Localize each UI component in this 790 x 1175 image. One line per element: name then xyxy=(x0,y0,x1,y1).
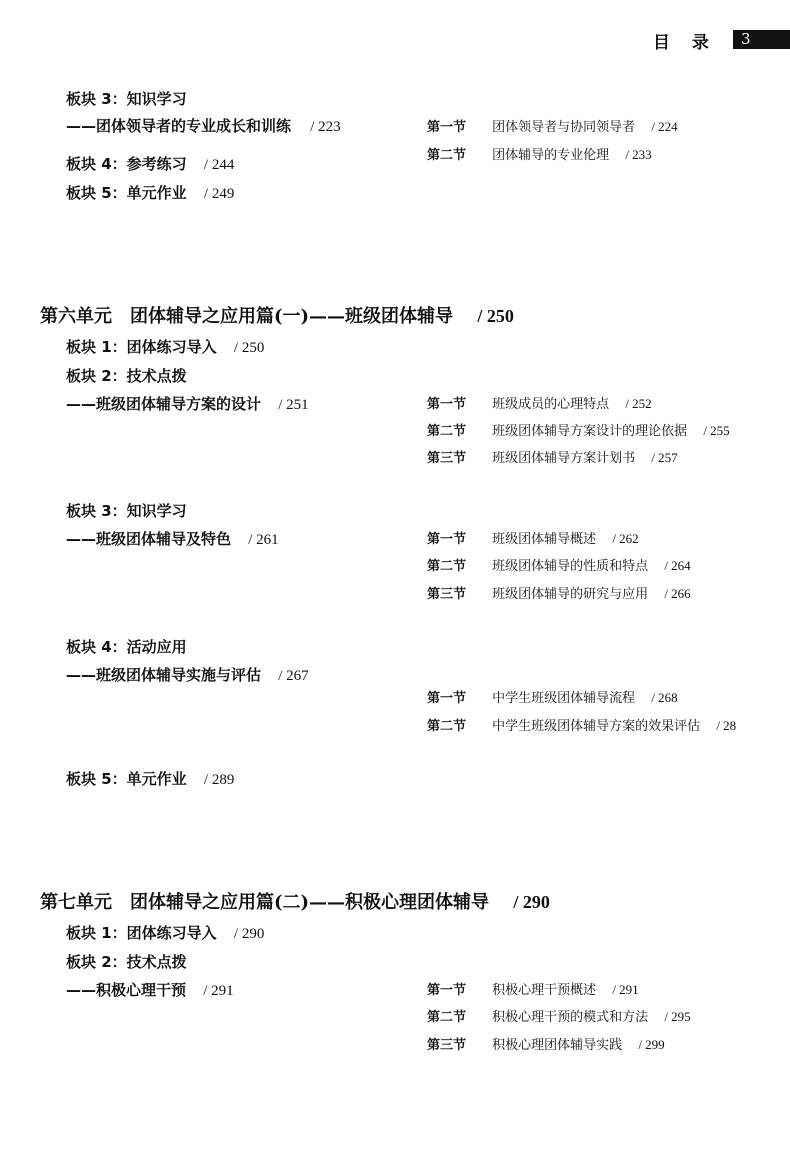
section-number: 第一节 xyxy=(427,983,467,998)
unit-heading[interactable] xyxy=(40,888,550,914)
toc-page-number: / 224 xyxy=(651,119,678,134)
toc-block-subtitle-text: ——团体领导者的专业成长和训练 xyxy=(66,117,292,135)
toc-page-number: / 223 xyxy=(310,119,341,135)
section-number: 第二节 xyxy=(427,559,467,574)
section-title: 中学生班级团体辅导方案的效果评估 xyxy=(492,719,701,734)
section-number: 第二节 xyxy=(427,148,467,163)
section-title: 班级团体辅导方案计划书 xyxy=(492,451,636,466)
toc-block-subtitle-text: ——积极心理干预 xyxy=(66,981,187,999)
section-title: 班级团体辅导概述 xyxy=(492,532,597,547)
toc-section-entry[interactable] xyxy=(427,1006,691,1025)
toc-block-label: 板块 4：活动应用 xyxy=(66,638,187,656)
toc-block-label: 板块 4：参考练习 xyxy=(66,155,187,173)
section-number: 第一节 xyxy=(427,120,467,135)
toc-block-subtitle[interactable] xyxy=(66,979,234,1000)
toc-section-entry[interactable] xyxy=(427,715,736,734)
toc-page-number: / 257 xyxy=(651,450,678,465)
toc-section-entry[interactable] xyxy=(427,528,639,547)
toc-page-number: / 290 xyxy=(233,926,265,942)
toc-block-subtitle[interactable] xyxy=(66,115,341,136)
toc-block-subtitle-text: ——班级团体辅导实施与评估 xyxy=(66,666,262,684)
toc-page-number: / 255 xyxy=(703,423,730,438)
toc-block-label: 板块 5：单元作业 xyxy=(66,770,187,788)
toc-page-number: / 266 xyxy=(664,586,691,601)
section-number: 第三节 xyxy=(427,587,467,602)
toc-block-subtitle-text: ——班级团体辅导及特色 xyxy=(66,530,232,548)
section-title: 团体辅导的专业伦理 xyxy=(492,148,610,163)
toc-block-label: 板块 5：单元作业 xyxy=(66,184,187,202)
section-number: 第二节 xyxy=(427,424,467,439)
toc-section-entry[interactable] xyxy=(427,1034,665,1053)
toc-page-number: / 249 xyxy=(203,186,235,202)
toc-page-number: / 28 xyxy=(716,718,737,733)
section-title: 中学生班级团体辅导流程 xyxy=(492,691,636,706)
toc-page-number: / 251 xyxy=(278,397,309,413)
toc-block-label: 板块 1：团体练习导入 xyxy=(66,338,217,356)
toc-block-label: 板块 3：知识学习 xyxy=(66,502,187,520)
toc-page-number: / 290 xyxy=(513,892,550,912)
section-number: 第一节 xyxy=(427,397,467,412)
toc-page-number: / 268 xyxy=(651,690,678,705)
section-title: 积极心理干预概述 xyxy=(492,983,597,998)
toc-section-entry[interactable] xyxy=(427,687,678,706)
section-number: 第一节 xyxy=(427,691,467,706)
section-title: 班级团体辅导的研究与应用 xyxy=(492,587,649,602)
toc-section-entry[interactable] xyxy=(427,447,678,466)
toc-block-entry[interactable] xyxy=(66,182,234,203)
unit-heading[interactable] xyxy=(40,302,514,328)
page-number-badge: 3 xyxy=(733,30,790,49)
section-number: 第二节 xyxy=(427,1010,467,1025)
toc-block-label: 板块 2：技术点拨 xyxy=(66,367,187,385)
section-number: 第一节 xyxy=(427,532,467,547)
section-number: 第二节 xyxy=(427,719,467,734)
toc-page-number: / 267 xyxy=(278,668,309,684)
toc-block-entry[interactable] xyxy=(66,922,264,943)
section-number: 第三节 xyxy=(427,451,467,466)
toc-section-entry[interactable] xyxy=(427,583,691,602)
toc-page-number: / 264 xyxy=(664,558,691,573)
toc-page-number: / 295 xyxy=(664,1009,691,1024)
section-title: 积极心理干预的模式和方法 xyxy=(492,1010,649,1025)
toc-block-subtitle[interactable] xyxy=(66,528,279,549)
toc-section-entry[interactable] xyxy=(427,420,730,439)
toc-block-label: 板块 3：知识学习 xyxy=(66,90,187,108)
header-title: 目 录 xyxy=(653,33,717,53)
section-title: 积极心理团体辅导实践 xyxy=(492,1038,623,1053)
unit-title: 第七单元 团体辅导之应用篇(二)——积极心理团体辅导 xyxy=(40,892,490,913)
toc-block-subtitle[interactable] xyxy=(66,393,309,414)
toc-page-number: / 262 xyxy=(612,531,639,546)
toc-section-entry[interactable] xyxy=(427,116,678,135)
toc-page-number: / 289 xyxy=(203,772,235,788)
section-number: 第三节 xyxy=(427,1038,467,1053)
toc-block-subtitle-text: ——班级团体辅导方案的设计 xyxy=(66,395,262,413)
toc-section-entry[interactable] xyxy=(427,555,691,574)
toc-section-entry[interactable] xyxy=(427,979,639,998)
toc-block-entry[interactable] xyxy=(66,153,234,174)
toc-page-number: / 250 xyxy=(233,340,265,356)
toc-page-number: / 261 xyxy=(248,532,279,548)
toc-block-label: 板块 1：团体练习导入 xyxy=(66,924,217,942)
toc-page-number: / 291 xyxy=(203,983,234,999)
toc-page-number: / 250 xyxy=(477,306,514,326)
toc-page-number: / 244 xyxy=(203,157,235,173)
toc-page-number: / 233 xyxy=(625,147,652,162)
section-title: 团体领导者与协同领导者 xyxy=(492,120,636,135)
toc-block-entry[interactable] xyxy=(66,336,264,357)
toc-page-number: / 252 xyxy=(625,396,652,411)
toc-block-label: 板块 2：技术点拨 xyxy=(66,953,187,971)
toc-block-subtitle[interactable] xyxy=(66,664,309,685)
toc-page-number: / 291 xyxy=(612,982,639,997)
toc-page-number: / 299 xyxy=(638,1037,665,1052)
toc-block-entry[interactable] xyxy=(66,768,234,789)
section-title: 班级团体辅导的性质和特点 xyxy=(492,559,649,574)
unit-title: 第六单元 团体辅导之应用篇(一)——班级团体辅导 xyxy=(40,306,454,327)
section-title: 班级成员的心理特点 xyxy=(492,397,610,412)
toc-section-entry[interactable] xyxy=(427,144,652,163)
section-title: 班级团体辅导方案设计的理论依据 xyxy=(492,424,688,439)
toc-section-entry[interactable] xyxy=(427,393,652,412)
